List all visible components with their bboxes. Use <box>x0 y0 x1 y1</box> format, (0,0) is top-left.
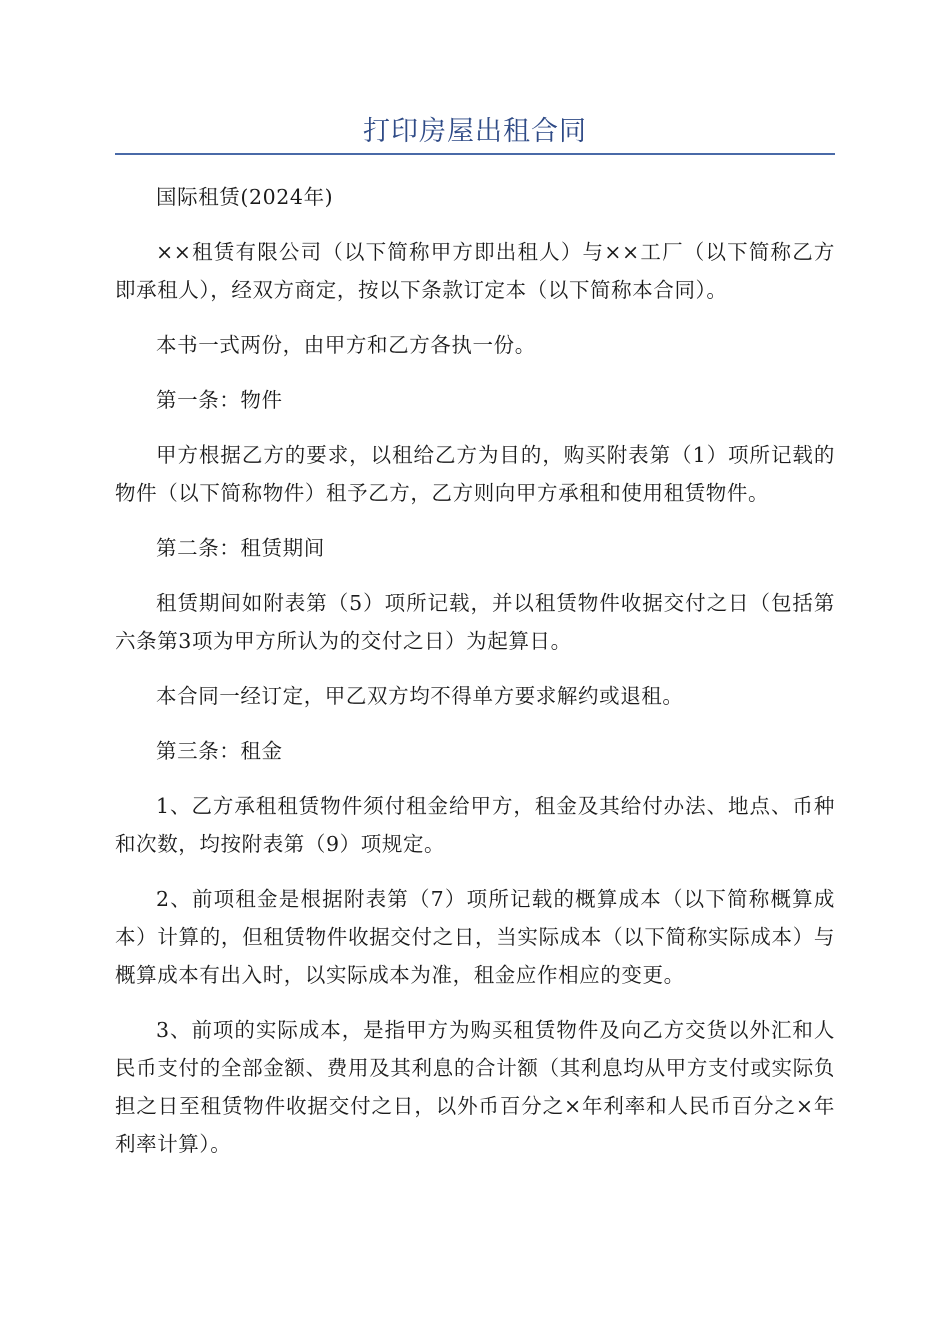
article-3-item-3: 3、前项的实际成本，是指甲方为购买租赁物件及向乙方交货以外汇和人民币支付的全部金额、费用及其利息的合计额（其利息均从甲方支付或实际负担之日至租赁物件收据交付之日，以外币百分之×年利率和人民币百分之×年利率计算）。 <box>115 1018 835 1156</box>
article-2-text: 租赁期间如附表第（5）项所记载，并以租赁物件收据交付之日（包括第六条第3项为甲方所认为的交付之日）为起算日。 <box>115 591 835 653</box>
paragraph-parties: ××租赁有限公司（以下简称甲方即出租人）与××工厂（以下简称乙方即承租人），经双方商定，按以下条款订定本（以下简称本合同）。 <box>115 240 835 302</box>
paragraph-lease-year: 国际租赁(2024年) <box>156 185 334 209</box>
document-body <box>115 178 835 1180</box>
article-2-heading: 第二条：租赁期间 <box>156 536 325 560</box>
article-3-item-1: 1、乙方承租租赁物件须付租金给甲方，租金及其给付办法、地点、币种和次数，均按附表第（9）项规定。 <box>115 794 835 856</box>
title-underline <box>115 153 835 155</box>
paragraph-copies: 本书一式两份，由甲方和乙方各执一份。 <box>156 333 536 357</box>
article-1-text: 甲方根据乙方的要求，以租给乙方为目的，购买附表第（1）项所记载的物件（以下简称物件）租予乙方，乙方则向甲方承租和使用租赁物件。 <box>115 443 835 505</box>
article-1-heading: 第一条：物件 <box>156 388 283 412</box>
document-title: 打印房屋出租合同 <box>363 116 587 147</box>
article-3-heading: 第三条：租金 <box>156 739 283 763</box>
article-2-no-termination: 本合同一经订定，甲乙双方均不得单方要求解约或退租。 <box>156 684 684 708</box>
article-3-item-2: 2、前项租金是根据附表第（7）项所记载的概算成本（以下简称概算成本）计算的，但租赁物件收据交付之日，当实际成本（以下简称实际成本）与概算成本有出入时，以实际成本为准，租金应作相应的变更。 <box>115 887 835 987</box>
